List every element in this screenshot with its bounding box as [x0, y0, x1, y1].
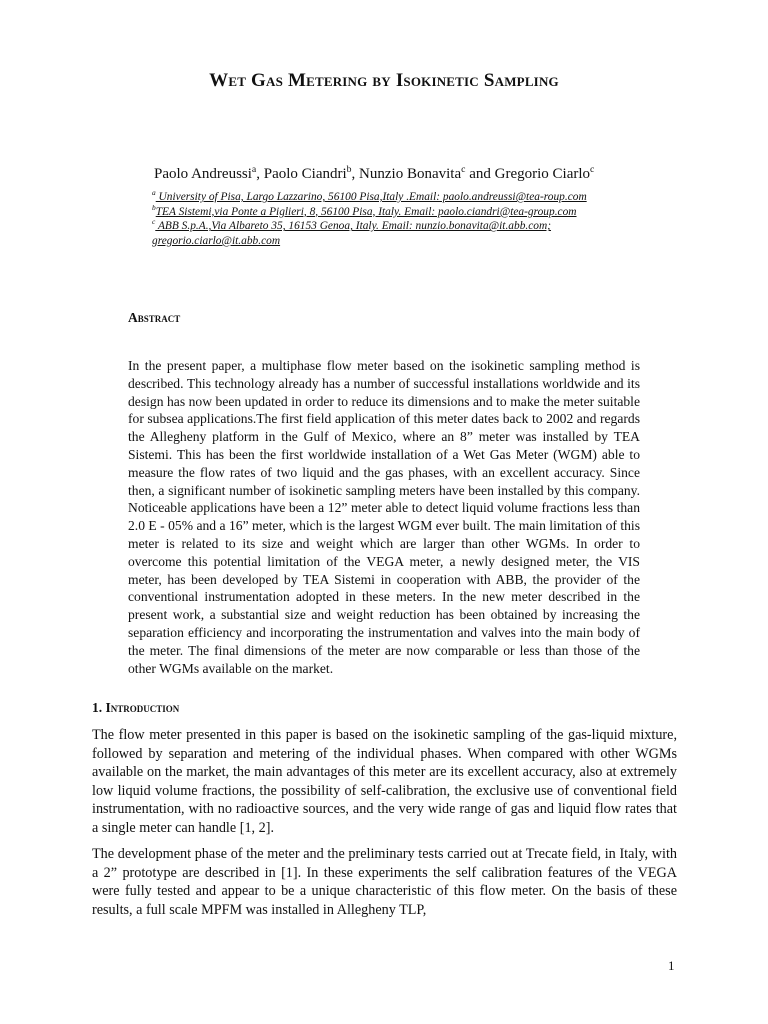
- author-name: Nunzio Bonavita: [359, 166, 462, 182]
- author-list: Paolo Andreussi$^a$, Paolo Ciandri$^b$, Nunzio Bonavita$^c$ and Gregorio Ciarlo$^c$: [154, 164, 595, 182]
- author-name: Paolo Andreussi: [154, 166, 252, 182]
- abstract-text: In the present paper, a multiphase flow meter based on the isokinetic sampling method is described. This technology already has a number of successful installations worldwide and its design has now been updated in order to reduce its dimensions and to make the meter suitable for subsea applications.The first field application of this meter dates back to 2002 and regards the Allegheny platform in the Gulf of Mexico, where an 8” meter was installed by TEA Sistemi. This has been the first worldwide installation of a Wet Gas Meter (WGM) able to measure the flow rates of two liquid and the gas phases, with an excellent accuracy. Since then, a significant number of isokinetic sampling meters have been installed by this company. Noticeable applications have been a 12” meter able to detect liquid volume fractions less than 2.0 E - 05% and a 16” meter, which is the largest WGM ever built. The main limitation of this meter is related to its size and weight which are larger than other WGMs. In order to overcome this potential limitation of the VEGA meter, a newly designed meter, the VIS meter, has been developed by TEA Sistemi in cooperation with ABB, the provider of the conventional instrumentation adopted in these meters. In the new meter described in the present work, a substantial size and weight reduction has been obtained by increasing the separation efficiency and incorporating the instrumentation and valves into the main body of the meter. The final dimensions of the meter are now comparable or less than those of the other WGMs available on the market.: [128, 358, 640, 676]
- affiliation-list: [152, 190, 652, 248]
- affiliation-text: University of Pisa, Largo Lazzarino, 56100 Pisa,Italy .Email: paolo.andreussi@tea-roup.com: [155, 191, 587, 203]
- affiliation-line: [152, 190, 652, 205]
- author-conjunction: and: [469, 166, 491, 182]
- author-affil-mark: c: [590, 164, 595, 175]
- affiliation-mark: c: [152, 217, 156, 227]
- introduction-paragraph-2: The development phase of the meter and the preliminary tests carried out at Trecate field, in Italy, with a 2” prototype are described in [1]. In these experiments the self calibration features of the VEGA were fully tested and appear to be a unique characteristic of this flow meter. On the basis of these results, a full scale MPFM was installed in Allegheny TLP,: [92, 846, 677, 918]
- affiliation-text: ABB S.p.A.,Via Albareto 35, 16153 Genoa, Italy. Email: nunzio.bonavita@it.abb.com;: [155, 220, 552, 233]
- author-name: Paolo Ciandri: [263, 166, 347, 182]
- affiliation-mark: b: [152, 202, 156, 212]
- paper-title: Wet Gas Metering by Isokinetic Sampling: [209, 70, 559, 91]
- author-name: Gregorio Ciarlo: [494, 166, 591, 182]
- abstract-heading: Abstract: [128, 310, 181, 325]
- introduction-heading: 1. Introduction: [92, 700, 180, 715]
- page-number: 1: [668, 958, 675, 973]
- affiliation-text: TEA Sistemi,via Ponte a Piglieri, 8, 56100 Pisa, Italy. Email: paolo.ciandri@tea-group.com: [155, 205, 577, 218]
- affiliation-mark: a: [152, 188, 156, 198]
- author-affil-mark: a: [251, 164, 257, 175]
- affiliation-line: [152, 202, 652, 220]
- affiliation-text: gregorio.ciarlo@it.abb.com: [152, 234, 281, 247]
- author-affil-mark: c: [461, 164, 466, 175]
- affiliation-line: [152, 219, 652, 234]
- author-affil-mark: b: [346, 164, 352, 175]
- introduction-paragraph-1: The flow meter presented in this paper is based on the isokinetic sampling of the gas-liquid mixture, followed by separation and metering of the individual phases. When compared with other WGMs available on the market, the main advantages of this meter are its excellent accuracy, also at extremely low liquid volume fractions, the possibility of self-calibration, the exclusive use of conventional field instrumentation, with no radioactive sources, and the very wide range of gas and liquid flow rates that a single meter can handle [1, 2].: [92, 727, 677, 836]
- affiliation-line: [152, 234, 652, 249]
